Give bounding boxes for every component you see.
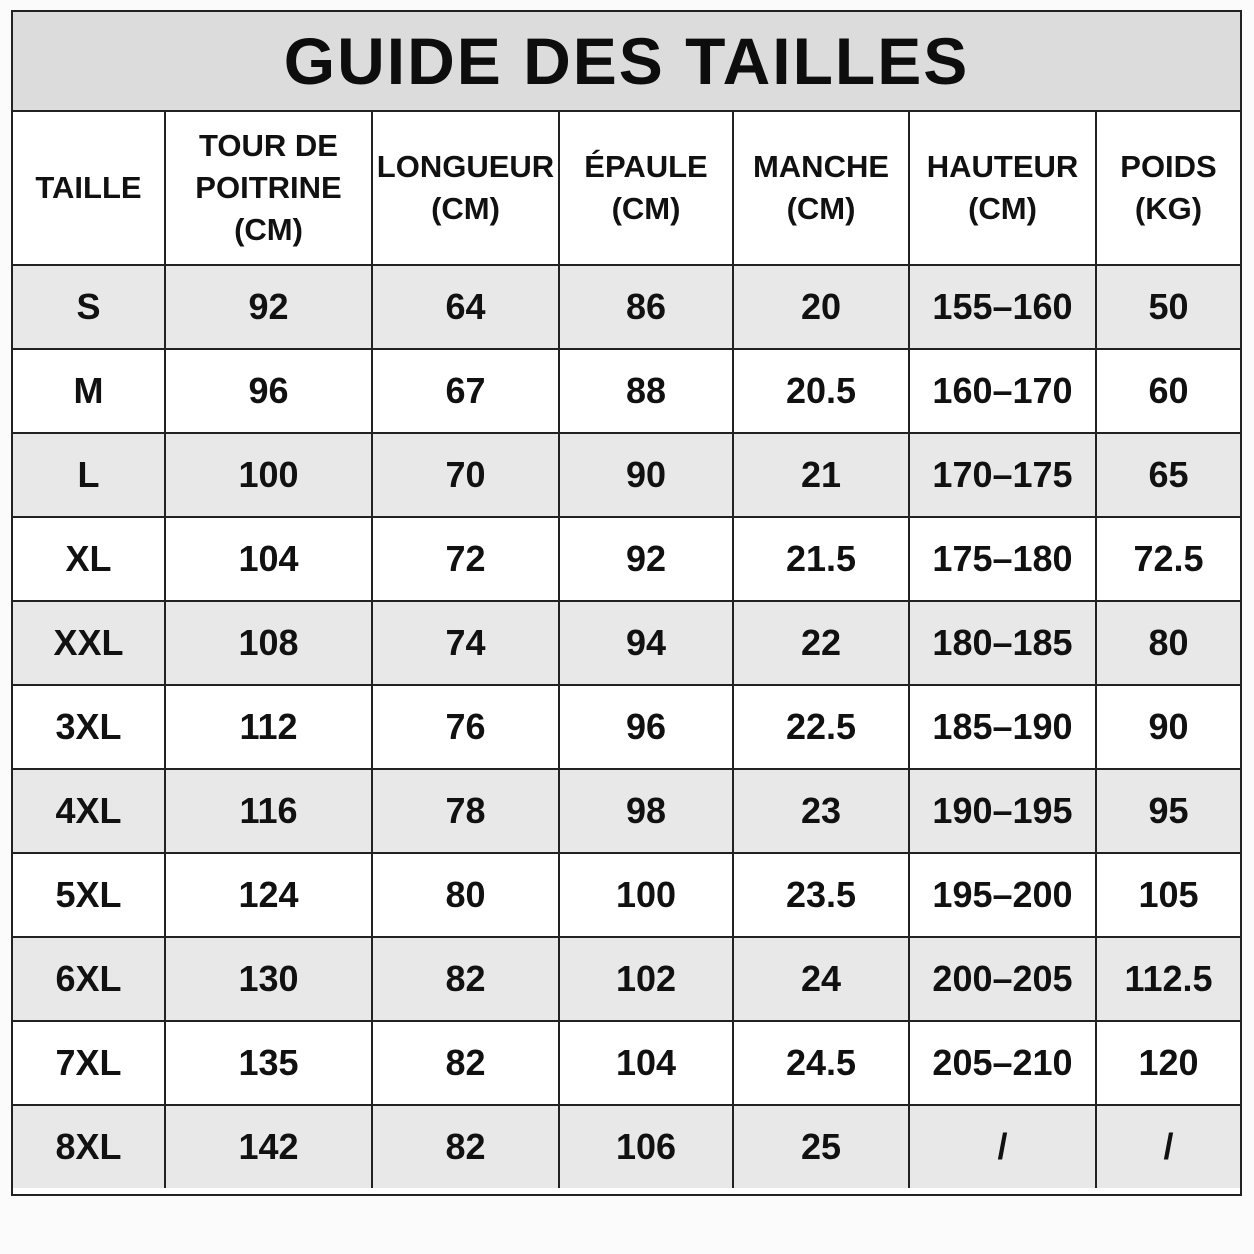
- size-label-cell: L: [13, 433, 165, 517]
- table-cell: 76: [372, 685, 559, 769]
- column-header-line: HAUTEUR: [926, 149, 1079, 184]
- table-cell: 80: [1096, 601, 1240, 685]
- column-header-line: (KG): [1134, 191, 1203, 226]
- table-cell: 170–175: [909, 433, 1096, 517]
- column-header-line: (CM): [234, 212, 303, 247]
- table-cell: 205–210: [909, 1021, 1096, 1105]
- column-header-line: MANCHE: [752, 149, 890, 184]
- table-cell: 94: [559, 601, 733, 685]
- size-table: [13, 112, 1240, 1188]
- table-cell: 82: [372, 1105, 559, 1188]
- table-row: [13, 853, 1240, 937]
- table-cell: 100: [165, 433, 372, 517]
- table-cell: 104: [165, 517, 372, 601]
- table-cell: 100: [559, 853, 733, 937]
- table-cell: 185–190: [909, 685, 1096, 769]
- table-cell: 130: [165, 937, 372, 1021]
- table-cell: 142: [165, 1105, 372, 1188]
- column-header-1: [165, 112, 372, 265]
- table-cell: /: [909, 1105, 1096, 1188]
- table-row: [13, 265, 1240, 349]
- table-cell: 190–195: [909, 769, 1096, 853]
- table-cell: 104: [559, 1021, 733, 1105]
- size-guide-sheet: [11, 10, 1242, 1196]
- table-cell: 175–180: [909, 517, 1096, 601]
- table-cell: 98: [559, 769, 733, 853]
- table-cell: 25: [733, 1105, 909, 1188]
- table-cell: 195–200: [909, 853, 1096, 937]
- column-header-0: [13, 112, 165, 265]
- size-label-cell: M: [13, 349, 165, 433]
- table-row: [13, 433, 1240, 517]
- column-header-3: [559, 112, 733, 265]
- column-header-line: TOUR DE: [199, 128, 338, 163]
- table-cell: 92: [559, 517, 733, 601]
- table-body: [13, 265, 1240, 1188]
- column-header-5: [909, 112, 1096, 265]
- table-cell: 160–170: [909, 349, 1096, 433]
- table-cell: 155–160: [909, 265, 1096, 349]
- column-header-line: (CM): [611, 191, 681, 226]
- table-cell: 21.5: [733, 517, 909, 601]
- table-cell: 22.5: [733, 685, 909, 769]
- table-cell: 200–205: [909, 937, 1096, 1021]
- table-cell: 21: [733, 433, 909, 517]
- table-cell: 65: [1096, 433, 1240, 517]
- table-cell: 116: [165, 769, 372, 853]
- table-cell: 74: [372, 601, 559, 685]
- table-cell: 82: [372, 937, 559, 1021]
- table-row: [13, 517, 1240, 601]
- table-cell: 92: [165, 265, 372, 349]
- table-cell: 50: [1096, 265, 1240, 349]
- size-label-cell: XL: [13, 517, 165, 601]
- table-cell: 135: [165, 1021, 372, 1105]
- table-row: [13, 1021, 1240, 1105]
- table-cell: 20.5: [733, 349, 909, 433]
- column-header-line: (CM): [786, 191, 856, 226]
- table-row: [13, 1105, 1240, 1188]
- table-cell: 24: [733, 937, 909, 1021]
- table-row: [13, 601, 1240, 685]
- table-cell: 67: [372, 349, 559, 433]
- size-label-cell: 3XL: [13, 685, 165, 769]
- table-cell: 120: [1096, 1021, 1240, 1105]
- table-cell: 95: [1096, 769, 1240, 853]
- table-row: [13, 685, 1240, 769]
- table-cell: 112: [165, 685, 372, 769]
- table-cell: 78: [372, 769, 559, 853]
- table-cell: 96: [165, 349, 372, 433]
- page-title: GUIDE DES TAILLES: [283, 24, 970, 98]
- column-header-line: (CM): [968, 191, 1037, 226]
- table-cell: 72.5: [1096, 517, 1240, 601]
- table-cell: 22: [733, 601, 909, 685]
- table-cell: 23: [733, 769, 909, 853]
- table-row: [13, 769, 1240, 853]
- table-cell: 108: [165, 601, 372, 685]
- size-label-cell: 7XL: [13, 1021, 165, 1105]
- size-label-cell: XXL: [13, 601, 165, 685]
- table-cell: 90: [1096, 685, 1240, 769]
- title-bar: [13, 12, 1240, 112]
- table-cell: 105: [1096, 853, 1240, 937]
- table-cell: 24.5: [733, 1021, 909, 1105]
- column-header-6: [1096, 112, 1240, 265]
- size-label-cell: 5XL: [13, 853, 165, 937]
- table-cell: 96: [559, 685, 733, 769]
- table-cell: 70: [372, 433, 559, 517]
- table-cell: 112.5: [1096, 937, 1240, 1021]
- size-label-cell: 8XL: [13, 1105, 165, 1188]
- table-row: [13, 937, 1240, 1021]
- table-cell: 180–185: [909, 601, 1096, 685]
- column-header-2: [372, 112, 559, 265]
- table-row: [13, 349, 1240, 433]
- table-cell: 80: [372, 853, 559, 937]
- column-header-line: LONGUEUR: [376, 149, 555, 184]
- table-cell: 106: [559, 1105, 733, 1188]
- column-header-line: ÉPAULE: [584, 149, 708, 184]
- table-cell: 72: [372, 517, 559, 601]
- table-cell: 86: [559, 265, 733, 349]
- table-cell: 23.5: [733, 853, 909, 937]
- table-cell: 88: [559, 349, 733, 433]
- column-header-line: POITRINE: [195, 170, 342, 205]
- table-cell: 102: [559, 937, 733, 1021]
- table-cell: 60: [1096, 349, 1240, 433]
- column-header-line: POIDS: [1120, 149, 1217, 184]
- table-cell: 124: [165, 853, 372, 937]
- size-label-cell: 6XL: [13, 937, 165, 1021]
- table-cell: 20: [733, 265, 909, 349]
- column-header-line: (CM): [431, 191, 500, 226]
- table-cell: /: [1096, 1105, 1240, 1188]
- column-header-line: TAILLE: [35, 170, 142, 205]
- header-row: [13, 112, 1240, 265]
- size-label-cell: S: [13, 265, 165, 349]
- column-header-4: [733, 112, 909, 265]
- table-cell: 90: [559, 433, 733, 517]
- size-label-cell: 4XL: [13, 769, 165, 853]
- table-cell: 82: [372, 1021, 559, 1105]
- table-cell: 64: [372, 265, 559, 349]
